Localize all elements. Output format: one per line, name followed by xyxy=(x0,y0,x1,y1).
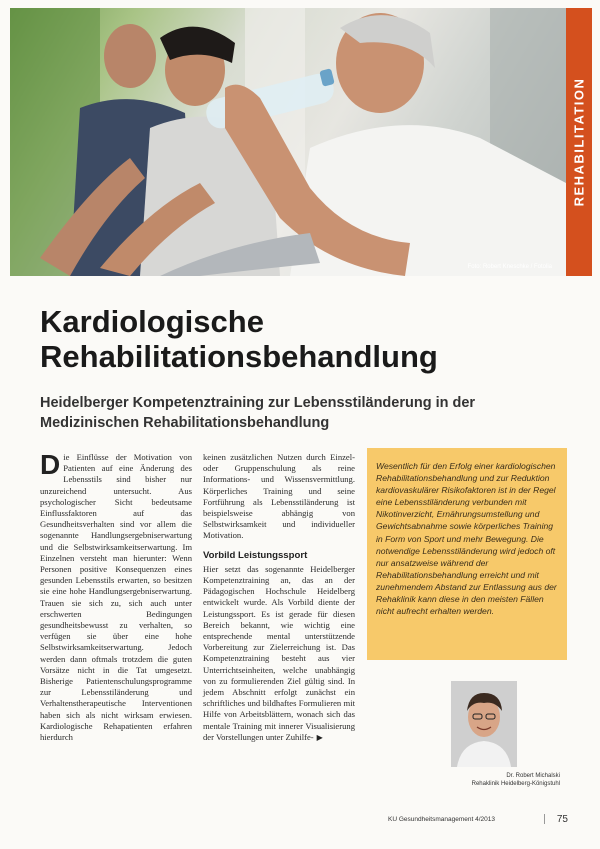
article-title xyxy=(40,304,560,374)
page-footer xyxy=(388,811,568,827)
column-2-text-top: keinen zusätzlichen Nutzen durch Einzel- oder Gruppenschulung als reine Informations- und Wissensvermittlung. Körperliches Training und seine Fortführung als Lebensstiländerung ist beispielsweise abhängig von Selbstwirksamkeit und individueller Motivation. xyxy=(203,452,355,541)
title-line-1: Kardiologische xyxy=(40,304,264,339)
journal-name: KU Gesundheitsmanagement 4/2013 xyxy=(388,815,495,823)
section-tab xyxy=(566,8,592,276)
column-2-text-bottom: Hier setzt das sogenannte Heidelberger Kompetenztraining an, das an der Pädagogischen Hochschule Heidelberg entwickelt wurde. Als Vorbild diente der Leistungssport. Es ist gerade für diesen Bereich bekannt, wie wichtig eine entsprechende mental unterstützende Vorbereitung zur Zielerreichung ist. Das Kompetenztraining besteht aus vier Unterrichtseinheiten, welche unabhängig von zu formulierenden Ziel gültig sind. In jedem Abschnitt erfolgt zunächst ein schriftliches und bildhaftes Formulieren mit Hilfe von Arbeitsblättern, wonach sich das mentale Training mit innerer Visualisierung der Vorstellungen unter Zuhilfe- xyxy=(203,563,355,742)
photo-credit: Foto: Robert Kneschke / Fotolia xyxy=(467,264,552,270)
section-heading: Vorbild Leistungssport xyxy=(203,549,308,561)
callout-text: Wesentlich für den Erfolg einer kardiologischen Rehabilitationsbehandlung und zur Reduktion kardiovaskulärer Risikofaktoren ist in der Regel eine Lebensstiländerung verbunden mit Nikotinverzicht, Ernährungsumstellung und Gewichtsabnahme sowie körperliches Training in Form von Sport und mehr Bewegung. Die notwendige Lebensstiländerung wird jedoch oft nur ansatzweise während der Rehabilitationsbehandlung erreicht und mit zunehmendem Abstand zur Entlassung aus der Rehaklinik kann diese in den meisten Fällen nicht aufrecht erhalten werden. xyxy=(376,461,557,617)
author-caption xyxy=(370,772,560,788)
body-column-2 xyxy=(203,452,355,822)
callout-box xyxy=(367,448,567,660)
section-tab-label: REHABILITATION xyxy=(571,77,587,207)
body-column-1 xyxy=(40,449,192,822)
hero-illustration xyxy=(10,8,566,276)
footer-divider xyxy=(544,814,545,824)
article-subtitle: Heidelberger Kompetenztraining zur Lebensstiländerung in der Medizinischen Rehabilitationsbehandlung xyxy=(40,395,476,431)
author-photo xyxy=(451,681,517,767)
drop-cap: D xyxy=(40,449,61,480)
author-affiliation: Rehaklinik Heidelberg-Königstuhl xyxy=(471,781,560,787)
author-portrait xyxy=(451,681,517,767)
column-1-text: ie Einflüsse der Motivation von Patienten auf eine Änderung des Lebensstils sind bisher nur unzureichend untersucht. Aus psychologischer Sicht bedeutsame Einflussfaktoren auf das Gesundheitsverhalten sind vor allem die sogenannte Handlungsergebniserwartung und die Selbstwirksamkeitserwartung. Im Einzelnen versteht man hierunter: Wenn Personen positive Konsequenzen eines gesunden Lebensstils erwarten, so besitzen sie eine hohe Handlungsergebniserwartung. Trauen sie sich zu, sich auch unter erschwerten Bedingungen gesundheitsbewusst zu verhalten, so verfügen sie über eine hohe Selbstwirksamkeitserwartung. Jedoch werden dann oftmals trotzdem die guten Vorsätze nicht in die Tat umgesetzt. Bisherige Patientenschulungsprogramme zur Lebensstiländerung und Verhaltenstherapeutische Interventionen haben sich als nicht wirksam erwiesen. Kardiologische Rehapatienten erfahren hierdurch xyxy=(40,452,192,743)
page-number: 75 xyxy=(556,813,568,825)
continue-arrow-icon: ▶ xyxy=(316,732,323,742)
hero-photo xyxy=(10,8,566,276)
author-name: Dr. Robert Michalski xyxy=(506,773,560,779)
title-line-2: Rehabilitationsbehandlung xyxy=(40,339,438,374)
